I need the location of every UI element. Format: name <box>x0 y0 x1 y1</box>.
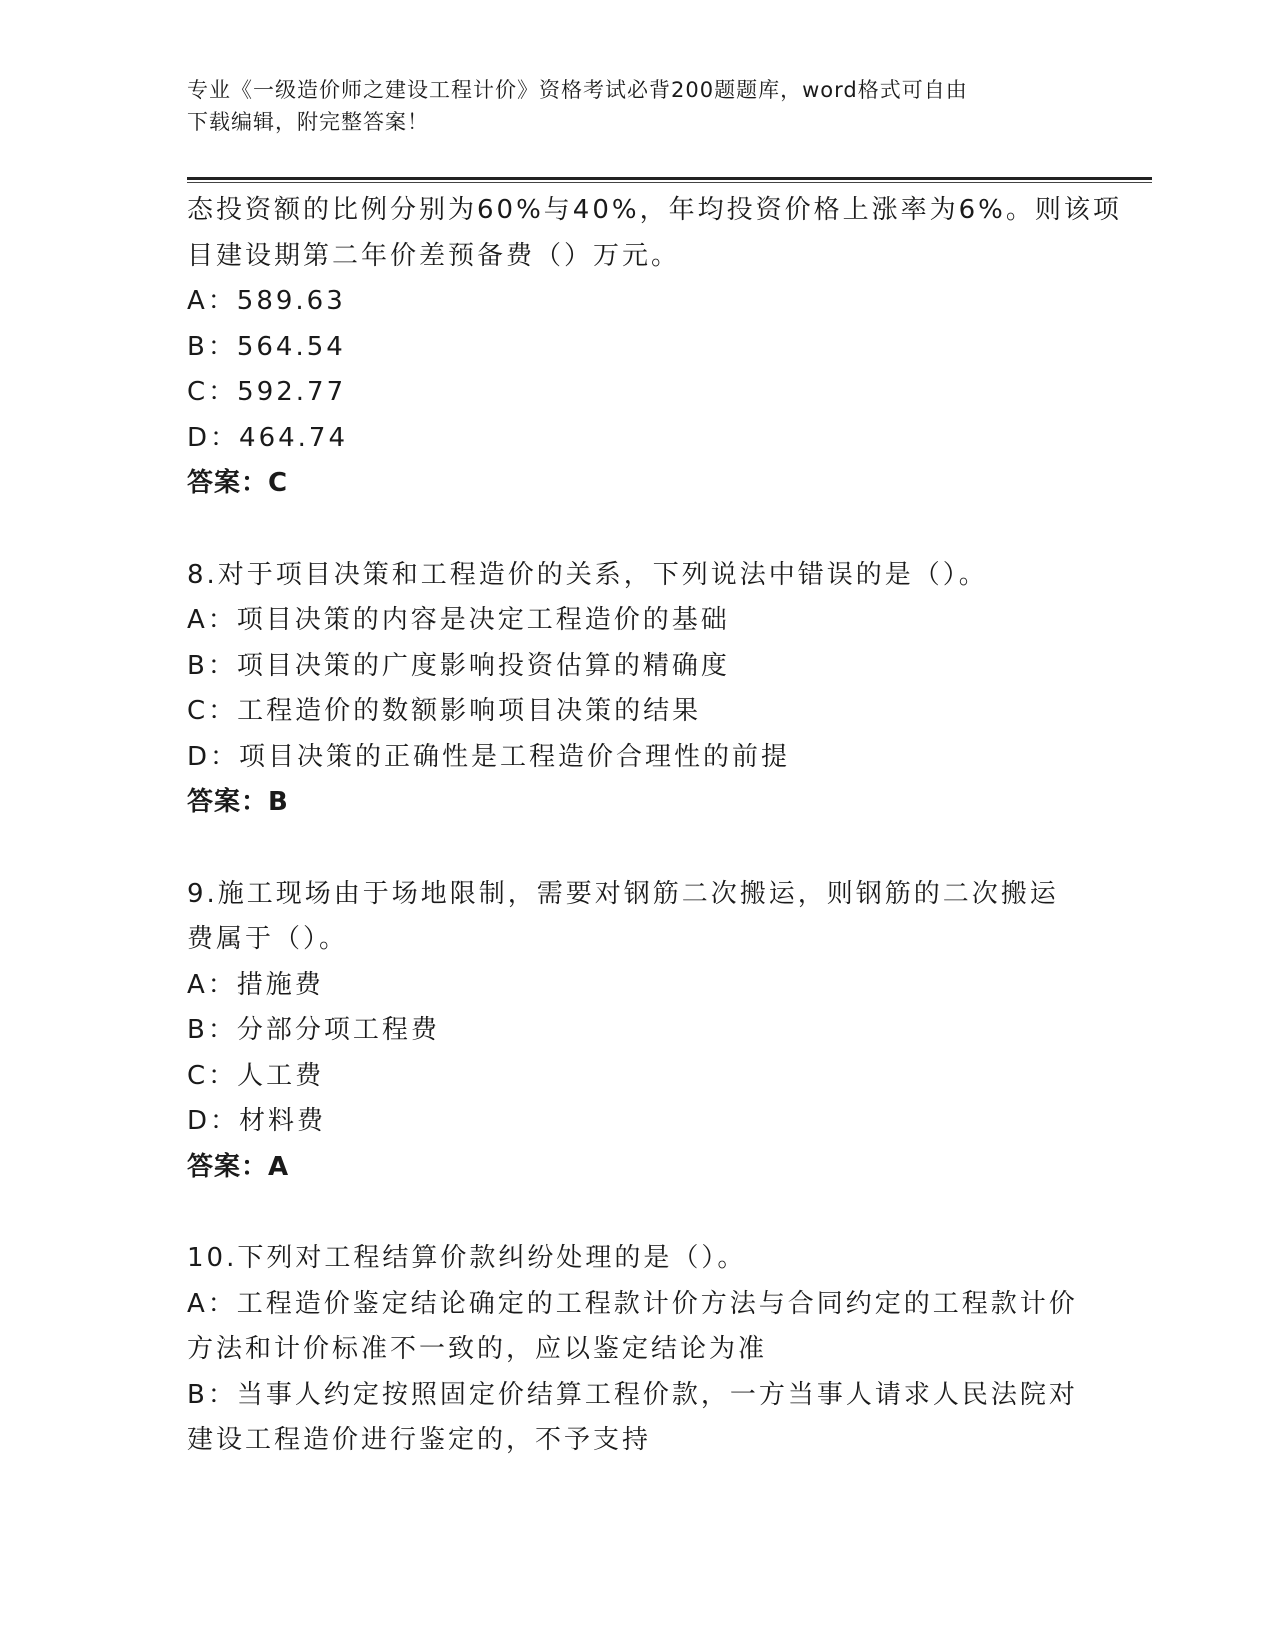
question-stem-line: 8.对于项目决策和工程造价的关系，下列说法中错误的是（）。 <box>187 559 988 590</box>
option-b: B：分部分项工程费 <box>187 1015 440 1045</box>
document-header <box>187 74 1067 138</box>
option-a: A：项目决策的内容是决定工程造价的基础 <box>187 605 730 635</box>
header-divider-thin <box>187 182 1152 183</box>
header-divider-thick <box>187 177 1152 180</box>
header-line-1: 专业《一级造价师之建设工程计价》资格考试必背200题题库，word格式可自由 <box>187 78 968 102</box>
option-d: D：464.74 <box>187 422 348 453</box>
question-stem-line: 费属于（）。 <box>187 924 349 954</box>
answer: 答案：C <box>187 468 289 498</box>
option-c: C：592.77 <box>187 377 347 407</box>
question-stem-line: 10.下列对工程结算价款纠纷处理的是（）。 <box>187 1243 747 1273</box>
header-line-2: 下载编辑，附完整答案！ <box>187 110 429 134</box>
question-9 <box>187 872 1087 1191</box>
option-b-line: B：当事人约定按照固定价结算工程价款，一方当事人请求人民法院对 <box>187 1379 1078 1410</box>
option-d: D：项目决策的正确性是工程造价合理性的前提 <box>187 741 791 772</box>
answer: 答案：B <box>187 787 289 817</box>
question-stem-line: 态投资额的比例分别为60%与40%，年均投资价格上涨率为6%。则该项 <box>187 195 1122 225</box>
option-b: B：564.54 <box>187 331 346 362</box>
answer: 答案：A <box>187 1151 290 1182</box>
option-d: D：材料费 <box>187 1106 327 1136</box>
option-c: C：人工费 <box>187 1060 325 1091</box>
question-7 <box>187 188 1122 507</box>
option-a: A：589.63 <box>187 286 346 316</box>
document-body <box>187 188 1122 1464</box>
question-stem-line: 目建设期第二年价差预备费（）万元。 <box>187 240 681 271</box>
option-c: C：工程造价的数额影响项目决策的结果 <box>187 696 702 726</box>
option-a-line: A：工程造价鉴定结论确定的工程款计价方法与合同约定的工程款计价 <box>187 1288 1078 1319</box>
option-a: A：措施费 <box>187 969 324 1000</box>
question-10 <box>187 1236 1087 1464</box>
question-stem-line: 9.施工现场由于场地限制，需要对钢筋二次搬运，则钢筋的二次搬运 <box>187 878 1059 909</box>
question-8 <box>187 553 1087 826</box>
option-b: B：项目决策的广度影响投资估算的精确度 <box>187 650 730 681</box>
option-b-line: 建设工程造价进行鉴定的，不予支持 <box>187 1425 652 1455</box>
option-a-line: 方法和计价标准不一致的，应以鉴定结论为准 <box>187 1334 768 1364</box>
